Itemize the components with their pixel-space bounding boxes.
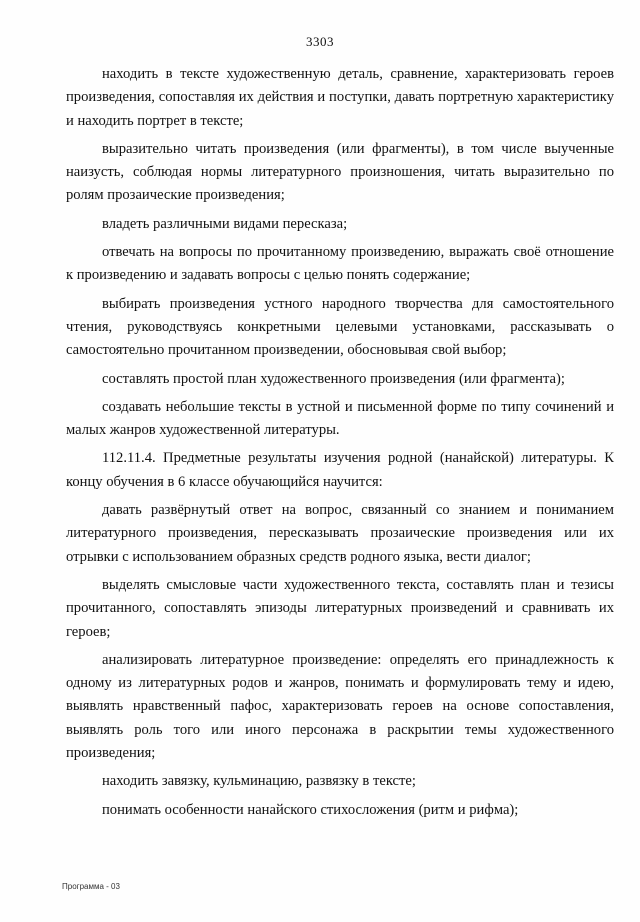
paragraph-13: понимать особенности нанайского стихосложения (ритм и рифма); — [102, 801, 519, 818]
paragraph-1: находить в тексте художественную деталь, сравнение, характеризовать героев произведения, сопоставляя их действия и поступки, давать портретную характеристику и находить портрет в тексте; — [66, 66, 614, 129]
paragraph-2: выразительно читать произведения (или фрагменты), в том числе выученные наизусть, соблюдая нормы литературного произношения, читать выразительно по ролям прозаические произведения; — [66, 140, 614, 204]
footer-label: Программа - 03 — [62, 882, 120, 891]
section-heading-paragraph: 112.11.4. Предметные результаты изучения родной (нанайской) литературы. К концу обучения в 6 классе обучающийся научится: — [66, 450, 614, 490]
paragraph-9: давать развёрнутый ответ на вопрос, связанный со знанием и пониманием литературного произведения, пересказывать прозаические произведения или их отрывки с использованием образных средств родного языка, вести диалог; — [66, 502, 614, 565]
body-text — [66, 63, 614, 827]
paragraph-12: находить завязку, кульминацию, развязку в тексте; — [102, 773, 416, 790]
paragraph-11: анализировать литературное произведение: определять его принадлежность к одному из литературных родов и жанров, понимать и формулировать тему и идею, выявлять нравственный пафос, характеризовать героев на основе сопоставления, выявлять роль того или иного персонажа в раскрытии темы художественного произведения; — [66, 651, 614, 762]
paragraph-4: отвечать на вопросы по прочитанному произведению, выражать своё отношение к произведению и задавать вопросы с целью понять содержание; — [66, 244, 614, 284]
paragraph-5: выбирать произведения устного народного творчества для самостоятельного чтения, руководствуясь конкретными целевыми установками, рассказывать о самостоятельно прочитанном произведении, обосновывая свой выбор; — [66, 295, 614, 359]
page-number: 3303 — [306, 34, 334, 49]
paragraph-3: владеть различными видами пересказа; — [102, 215, 348, 232]
paragraph-7: создавать небольшие тексты в устной и письменной форме по типу сочинений и малых жанров художественной литературы. — [66, 398, 614, 439]
paragraph-6: составлять простой план художественного произведения (или фрагмента); — [102, 370, 565, 387]
paragraph-10: выделять смысловые части художественного текста, составлять план и тезисы прочитанного, сопоставлять эпизоды литературных произведений и сравнивать их героев; — [66, 576, 614, 640]
